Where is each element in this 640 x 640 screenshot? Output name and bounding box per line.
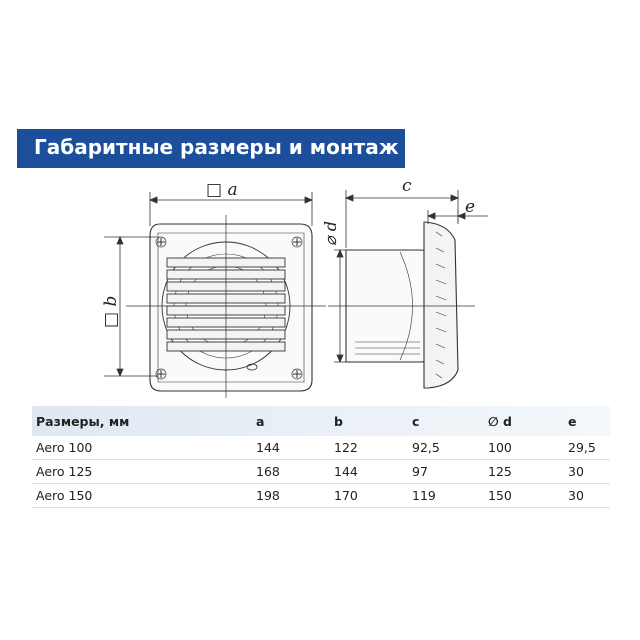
column-header: a (256, 413, 265, 429)
dimension-e (428, 210, 488, 224)
table-cell: Aero 125 (32, 460, 252, 484)
table-cell: 29,5 (564, 436, 610, 460)
table-row (32, 484, 610, 508)
side-view (328, 222, 475, 388)
table-cell: 122 (330, 436, 408, 460)
table-row (32, 460, 610, 484)
column-header: c (412, 413, 420, 429)
table-cell: 100 (484, 436, 564, 460)
column-header: e (568, 413, 577, 429)
table-cell: 150 (484, 484, 564, 508)
table-cell: 92,5 (408, 436, 484, 460)
label-a: □ a (206, 180, 238, 200)
column-header: b (334, 413, 343, 429)
table-cell: 125 (484, 460, 564, 484)
table-cell: 30 (564, 484, 610, 508)
table-cell: 97 (408, 460, 484, 484)
label-c: c (402, 176, 412, 196)
label-d: ⌀ d (321, 221, 340, 246)
table-row (32, 436, 610, 460)
column-header: ∅ d (488, 413, 513, 429)
front-view (126, 215, 326, 398)
dimensions-table (32, 406, 610, 508)
column-header: Размеры, мм (36, 413, 130, 429)
label-e: e (465, 197, 476, 217)
section-header (17, 129, 405, 168)
table-cell: Aero 100 (32, 436, 252, 460)
dimension-drawing (0, 170, 640, 405)
table-cell: Aero 150 (32, 484, 252, 508)
table-cell: 168 (252, 460, 330, 484)
table-header-row (32, 406, 610, 436)
table-cell: 170 (330, 484, 408, 508)
table-cell: 30 (564, 460, 610, 484)
table-cell: 119 (408, 484, 484, 508)
table-cell: 144 (330, 460, 408, 484)
table-cell: 198 (252, 484, 330, 508)
label-b: □ b (101, 295, 121, 328)
table-cell: 144 (252, 436, 330, 460)
section-title: Габаритные размеры и монтаж (34, 135, 399, 159)
